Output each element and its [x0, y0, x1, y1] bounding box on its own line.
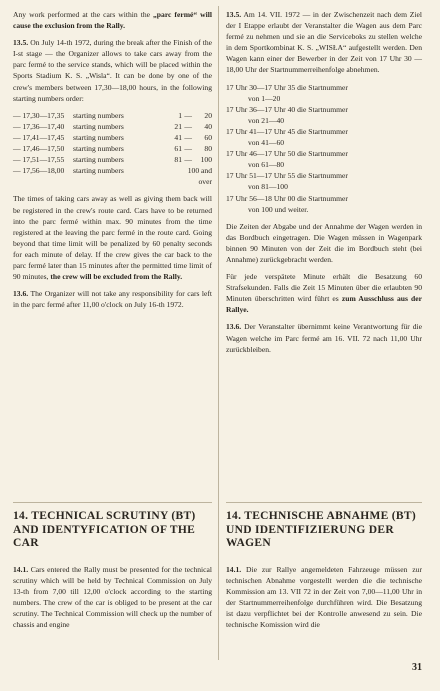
list-item: — 17,56—18,00 starting numbers 100 and: [13, 166, 212, 176]
section-rule-left: [13, 502, 212, 503]
paragraph-13-5-de: 13.5. Am 14. VII. 1972 — in der Zwischenzeit nach dem Ziel der I Etappe erlaubt der Veranstalter die Wagen aus dem Parc fermé zu nehmen und sie an die Serviceboks zu stellen welche in dem Sportkombinat K. S. „WISŁA“ aufgestellt werden. Den Wagen kann einer der Bewerber in der Zeit von 17 Uhr 30 — 18,00 Uhr der Startnummerreihenfolge abnehmen.: [226, 10, 422, 75]
column-divider: [218, 6, 219, 660]
paragraph-penalty-de: Für jede verspätete Minute erhält die Besatzung 60 Strafsekunden. Falls die Zeit 15 Minuten über die erlaubten 90 Minuten überschritten wird führt es zum Ausschluss aus der Rallye.: [226, 272, 423, 315]
english-column: [13, 9, 212, 316]
list-item: 17 Uhr 41—17 Uhr 45 die Startnummer von 41—60: [226, 126, 348, 148]
list-item: 17 Uhr 30—17 Uhr 35 die Startnummer von 1—20: [226, 82, 348, 103]
section-heading-de: 14. TECHNISCHE ABNAHME (BT) UND IDENTIFIZIERUNG DER WAGEN: [226, 510, 416, 549]
paragraph-13-6-de: 13.6. Der Veranstalter übernimmt keine Verantwortung für die Wagen welche im Parc fermé am 16. VII. 72 nach 11,00 Uhr zurückbleiben.: [226, 322, 422, 354]
paragraph-14-1-en: 14.1. Cars entered the Rally must be presented for the technical scrutiny which will be held by Technical Commission on July 13-th from 7,00 till 12,00 o'clock according to the starting numbers. The crew of the car is obliged to be present at the car scrutiny. The Technical Commission will check up the number of chassis and engine: [13, 565, 212, 630]
paragraph-13-5-en: 13.5. On July 14-th 1972, during the break after the Finish of the I-st stage — the Organizer allows to take cars away from the parc fermé to the service stands, which will be placed within the Sports Stadium K. S. „Wisla“. It can be done by one of the crew's members between 17,30—18,00 hours, in the following starting numbers order:: [13, 38, 212, 103]
list-item: 17 Uhr 51—17 Uhr 55 die Startnummer von 81—100: [226, 171, 348, 192]
paragraph-times-de: Die Zeiten der Abgabe und der Annahme der Wagen werden in das Bordbuch eingetragen. Die Wagen müssen in Wagenpark binnen 90 Minuten von der Zeit die im Bordbuch steht (bei Annahme) zurückgebracht werden.: [226, 221, 422, 264]
list-item: — 17,41—17,45 starting numbers 41 — 60: [13, 132, 212, 142]
list-item: 17 Uhr 36—17 Uhr 40 die Startnummer von 21—40: [226, 104, 348, 125]
list-item: — 17,51—17,55 starting numbers 81 — 100: [13, 155, 212, 165]
list-item: — 17,30—17,35 starting numbers 1 — 20: [13, 110, 212, 120]
section-rule-right: [226, 502, 422, 503]
starting-order-list-de: [226, 82, 422, 215]
list-item: 17 Uhr 56—18 Uhr 00 die Startnummer von 100 und weiter.: [226, 193, 348, 214]
list-item: — 17,46—17,50 starting numbers 61 — 80: [13, 144, 212, 154]
paragraph-times-en: The times of taking cars away as well as giving them back will be registered in the crew's route card. Cars have to be returned into the parc fermé within max. 90 minutes from the time registered at the leaving the parc fermé in the route card. Going beyond that time limit will be penalized by 60 penalty seconds for each minute of delay. If the crew gives the car back to the parc fermé later than 15 minutes after the permitted time limit of 90 minutes, the crew will be excluded from the Rally.: [13, 194, 212, 282]
paragraph-13-6-en: 13.6. The Organizer will not take any responsibility for cars left in the parc fermé after 11,00 o'clock on July 16-th 1972.: [13, 289, 212, 310]
starting-order-list-en: [13, 110, 212, 188]
paragraph-14-1-de: 14.1. Die zur Rallye angemeldeten Fahrzeuge müssen zur technischen Abnahme vorgestellt werden die die technische Kommission am 13. VII 72 in der Zeit von 7,00—11,00 Uhr in der Startnummerreihenfolge durchführen wird. Die Besatzung ist dazu verpflichtet bei der Kontrolle anwesend zu sein. Die technische Komission wird die: [226, 565, 422, 630]
section-heading-en: 14. TECHNICAL SCRUTINY (BT) AND IDENTYFICATION OF THE CAR: [13, 510, 196, 549]
page-number: 31: [412, 662, 422, 673]
list-item: over: [198, 177, 212, 187]
german-column: [226, 9, 422, 361]
list-item: 17 Uhr 46—17 Uhr 50 die Startnummer von 61—80: [226, 149, 348, 170]
list-item: — 17,36—17,40 starting numbers 21 — 40: [13, 121, 212, 131]
paragraph-intro: Any work performed at the cars within the „parc fermé“ will cause the exclusion from the Rally.: [13, 10, 212, 31]
